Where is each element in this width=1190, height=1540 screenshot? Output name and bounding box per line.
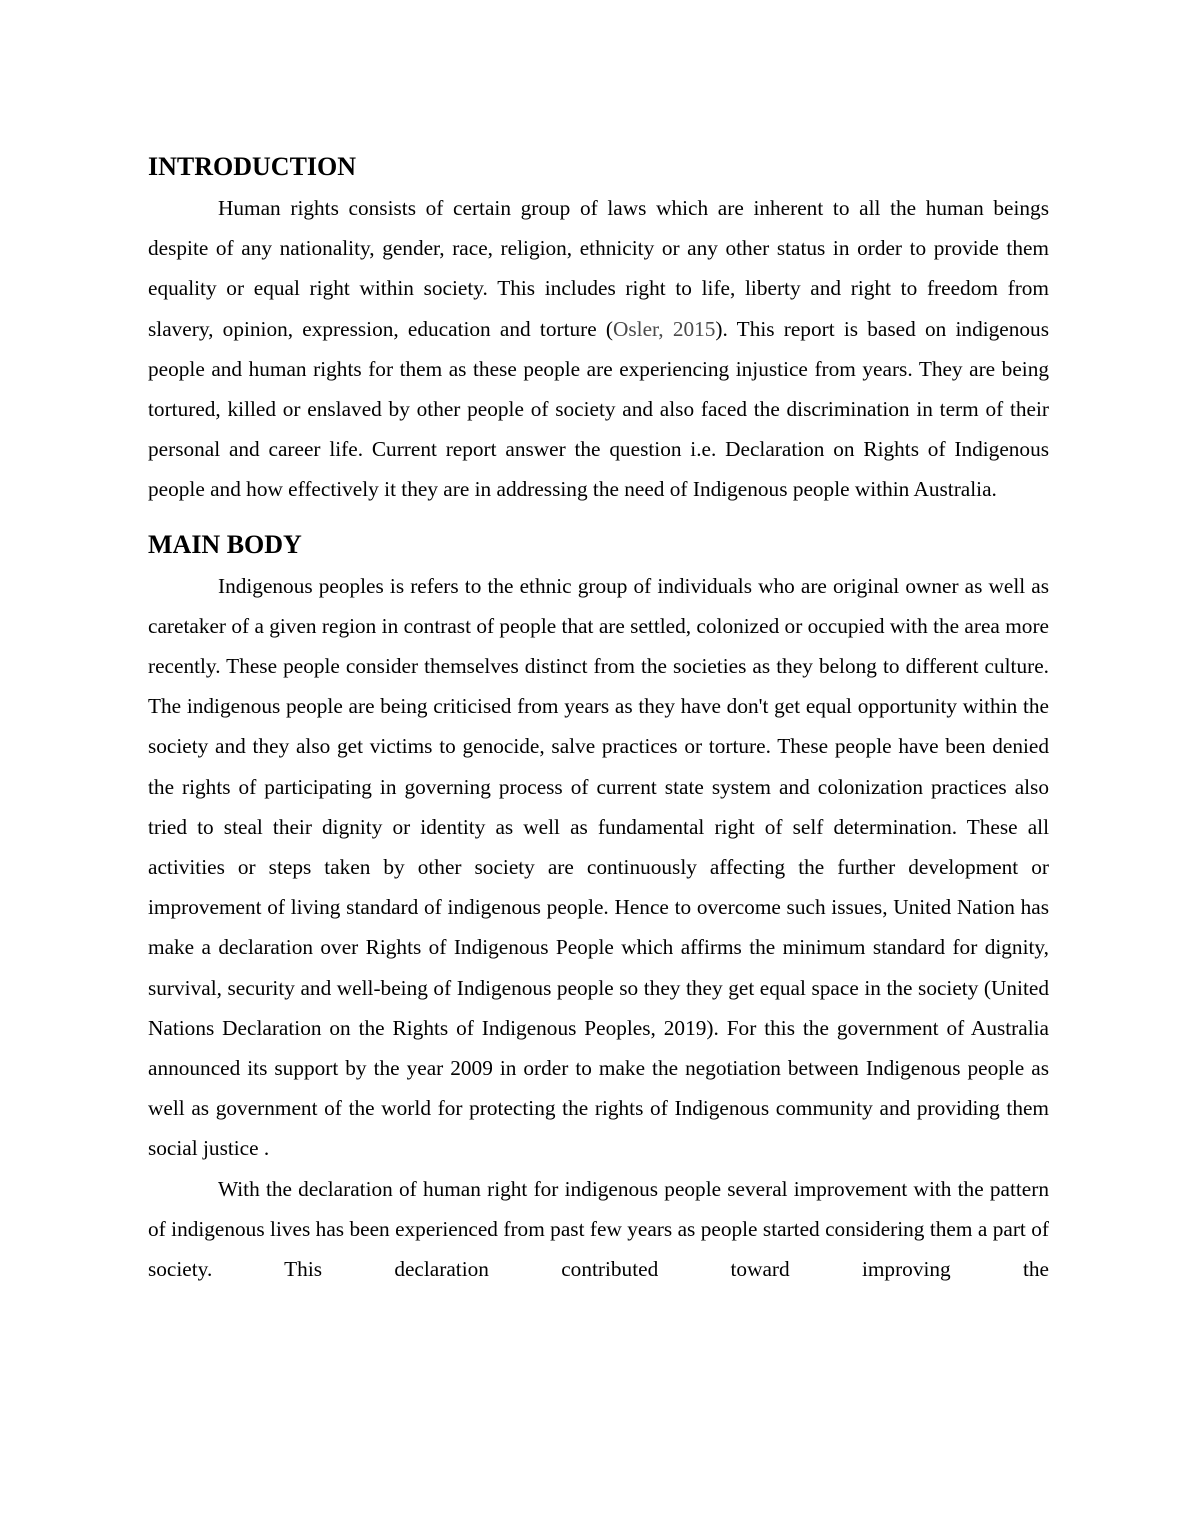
introduction-heading: INTRODUCTION	[148, 152, 357, 181]
introduction-text-part-2: ). This report is based on indigenous people and human rights for them as these people are experiencing injustice from years. They are being tortured, killed or enslaved by other people of society and also faced the discrimination in term of their personal and career life. Current report answer the question i.e. Declaration on Rights of Indigenous people and how effectively it they are in addressing the need of Indigenous people within Australia.	[148, 316, 1049, 502]
introduction-paragraph	[148, 188, 1049, 510]
main-body-paragraph-1: Indigenous peoples is refers to the ethnic group of individuals who are original owner as well as caretaker of a given region in contrast of people that are settled, colonized or occupied with the area more recently. These people consider themselves distinct from the societies as they belong to different culture. The indigenous people are being criticised from years as they have don't get equal opportunity within the society and they also get victims to genocide, salve practices or torture. These people have been denied the rights of participating in governing process of current state system and colonization practices also tried to steal their dignity or identity as well as fundamental right of self determination. These all activities or steps taken by other society are continuously affecting the further development or improvement of living standard of indigenous people. Hence to overcome such issues, United Nation has make a declaration over Rights of Indigenous People which affirms the minimum standard for dignity, survival, security and well-being of Indigenous people so they they get equal space in the society (United Nations Declaration on the Rights of Indigenous Peoples, 2019). For this the government of Australia announced its support by the year 2009 in order to make the negotiation between Indigenous people as well as government of the world for protecting the rights of Indigenous community and providing them social justice .	[148, 573, 1049, 1161]
main-body-heading: MAIN BODY	[148, 529, 302, 559]
introduction-text-part-1: Human rights consists of certain group of laws which are inherent to all the human beings despite of any nationality, gender, race, religion, ethnicity or any other status in order to provide them equality or equal right within society. This includes right to life, liberty and right to freedom from slavery, opinion, expression, education and torture (	[148, 196, 1049, 341]
document-page	[148, 148, 1049, 1289]
citation-osler: Osler, 2015	[613, 316, 716, 341]
main-body-paragraph-2: With the declaration of human right for indigenous people several improvement with the pattern of indigenous lives has been experienced from past few years as people started considering them a part of society. This declaration contributed toward improving the	[148, 1176, 1049, 1282]
